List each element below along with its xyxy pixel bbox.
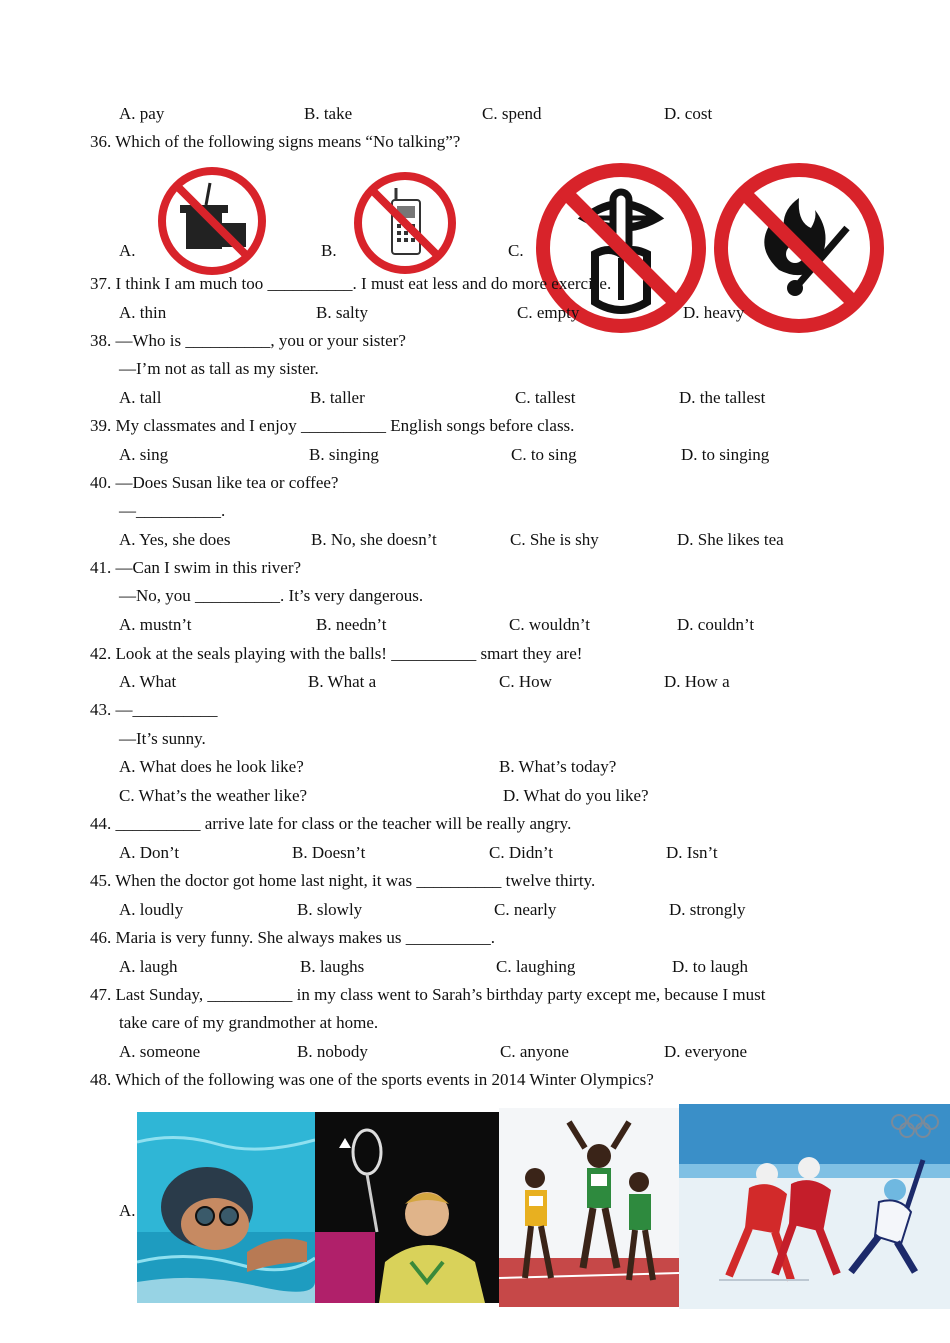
option-d: D. couldn’t xyxy=(677,615,755,634)
no-phone-sign-icon xyxy=(352,170,458,276)
option-b: B. laughs xyxy=(300,957,365,976)
option-a: A. xyxy=(119,241,136,260)
option-d: D. How a xyxy=(664,672,730,691)
question-40-stem: 40. —Does Susan like tea or coffee? xyxy=(90,473,339,492)
option-b: B. needn’t xyxy=(316,615,387,634)
question-39-stem: 39. My classmates and I enjoy __________ English songs before class. xyxy=(90,416,575,435)
option-b: B. What a xyxy=(308,672,377,691)
option-a: A. someone xyxy=(119,1042,201,1061)
option-c: C. laughing xyxy=(496,957,576,976)
option-a: A. mustn’t xyxy=(119,615,192,634)
option-c: C. She is shy xyxy=(510,530,599,549)
option-a: A. Don’t xyxy=(119,843,180,862)
badminton-photo xyxy=(315,1112,499,1303)
question-45-stem: 45. When the doctor got home last night, it was __________ twelve thirty. xyxy=(90,871,596,890)
option-d: D. Isn’t xyxy=(666,843,718,862)
option-d: D. cost xyxy=(664,104,713,123)
option-b: B. No, she doesn’t xyxy=(311,530,437,549)
option-a: A. What xyxy=(119,672,177,691)
option-a: A. Yes, she does xyxy=(119,530,231,549)
option-c: C. nearly xyxy=(494,900,557,919)
option-c: C. Didn’t xyxy=(489,843,553,862)
speed-skating-photo xyxy=(679,1104,950,1309)
question-46-stem: 46. Maria is very funny. She always makes us __________. xyxy=(90,928,495,947)
question-48-stem: 48. Which of the following was one of the sports events in 2014 Winter Olympics? xyxy=(90,1070,654,1089)
option-a: A. xyxy=(119,1201,136,1220)
option-d: D. What do you like? xyxy=(503,786,649,805)
option-c: C. wouldn’t xyxy=(509,615,590,634)
question-40-line2: —__________. xyxy=(119,501,226,520)
swimming-photo xyxy=(137,1112,315,1303)
option-a: A. thin xyxy=(119,303,167,322)
option-c: C. What’s the weather like? xyxy=(119,786,308,805)
no-food-sign-icon xyxy=(156,165,268,277)
question-36-stem: 36. Which of the following signs means “No talking”? xyxy=(90,132,461,151)
question-38-stem: 38. —Who is __________, you or your sister? xyxy=(90,331,406,350)
option-d: D. heavy xyxy=(683,303,745,322)
option-b: B. Doesn’t xyxy=(292,843,366,862)
option-c: C. empty xyxy=(517,303,580,322)
option-b: B. take xyxy=(304,104,353,123)
option-c: C. spend xyxy=(482,104,542,123)
option-d: D. She likes tea xyxy=(677,530,784,549)
running-photo xyxy=(499,1108,679,1307)
option-b: B. singing xyxy=(309,445,379,464)
option-d: D. everyone xyxy=(664,1042,748,1061)
question-42-stem: 42. Look at the seals playing with the balls! __________ smart they are! xyxy=(90,644,583,663)
option-b: B. nobody xyxy=(297,1042,368,1061)
question-43-line2: —It’s sunny. xyxy=(119,729,206,748)
question-41-line2: —No, you __________. It’s very dangerous. xyxy=(119,586,424,605)
option-c: C. How xyxy=(499,672,552,691)
option-c: C. to sing xyxy=(511,445,577,464)
question-37-stem: 37. I think I am much too __________. I must eat less and do more exercise. xyxy=(90,274,612,293)
option-c: C. anyone xyxy=(500,1042,569,1061)
option-a: A. loudly xyxy=(119,900,184,919)
option-a: A. tall xyxy=(119,388,162,407)
option-b: B. taller xyxy=(310,388,365,407)
option-d: D. to laugh xyxy=(672,957,749,976)
option-a: A. sing xyxy=(119,445,169,464)
option-a: A. What does he look like? xyxy=(119,757,304,776)
option-b: B. slowly xyxy=(297,900,363,919)
option-c: C. xyxy=(508,241,524,260)
option-b: B. xyxy=(321,241,337,260)
question-47-stem: 47. Last Sunday, __________ in my class went to Sarah’s birthday party except me, because I must xyxy=(90,985,766,1004)
question-38-line2: —I’m not as tall as my sister. xyxy=(119,359,319,378)
question-41-stem: 41. —Can I swim in this river? xyxy=(90,558,302,577)
option-d: D. strongly xyxy=(669,900,746,919)
option-b: B. What’s today? xyxy=(499,757,617,776)
option-d: D. the tallest xyxy=(679,388,766,407)
option-a: A. pay xyxy=(119,104,165,123)
question-44-stem: 44. __________ arrive late for class or the teacher will be really angry. xyxy=(90,814,572,833)
option-c: C. tallest xyxy=(515,388,576,407)
option-a: A. laugh xyxy=(119,957,178,976)
question-43-stem: 43. —__________ xyxy=(90,700,218,719)
question-47-line2: take care of my grandmother at home. xyxy=(119,1013,379,1032)
option-d: D. to singing xyxy=(681,445,770,464)
option-b: B. salty xyxy=(316,303,368,322)
